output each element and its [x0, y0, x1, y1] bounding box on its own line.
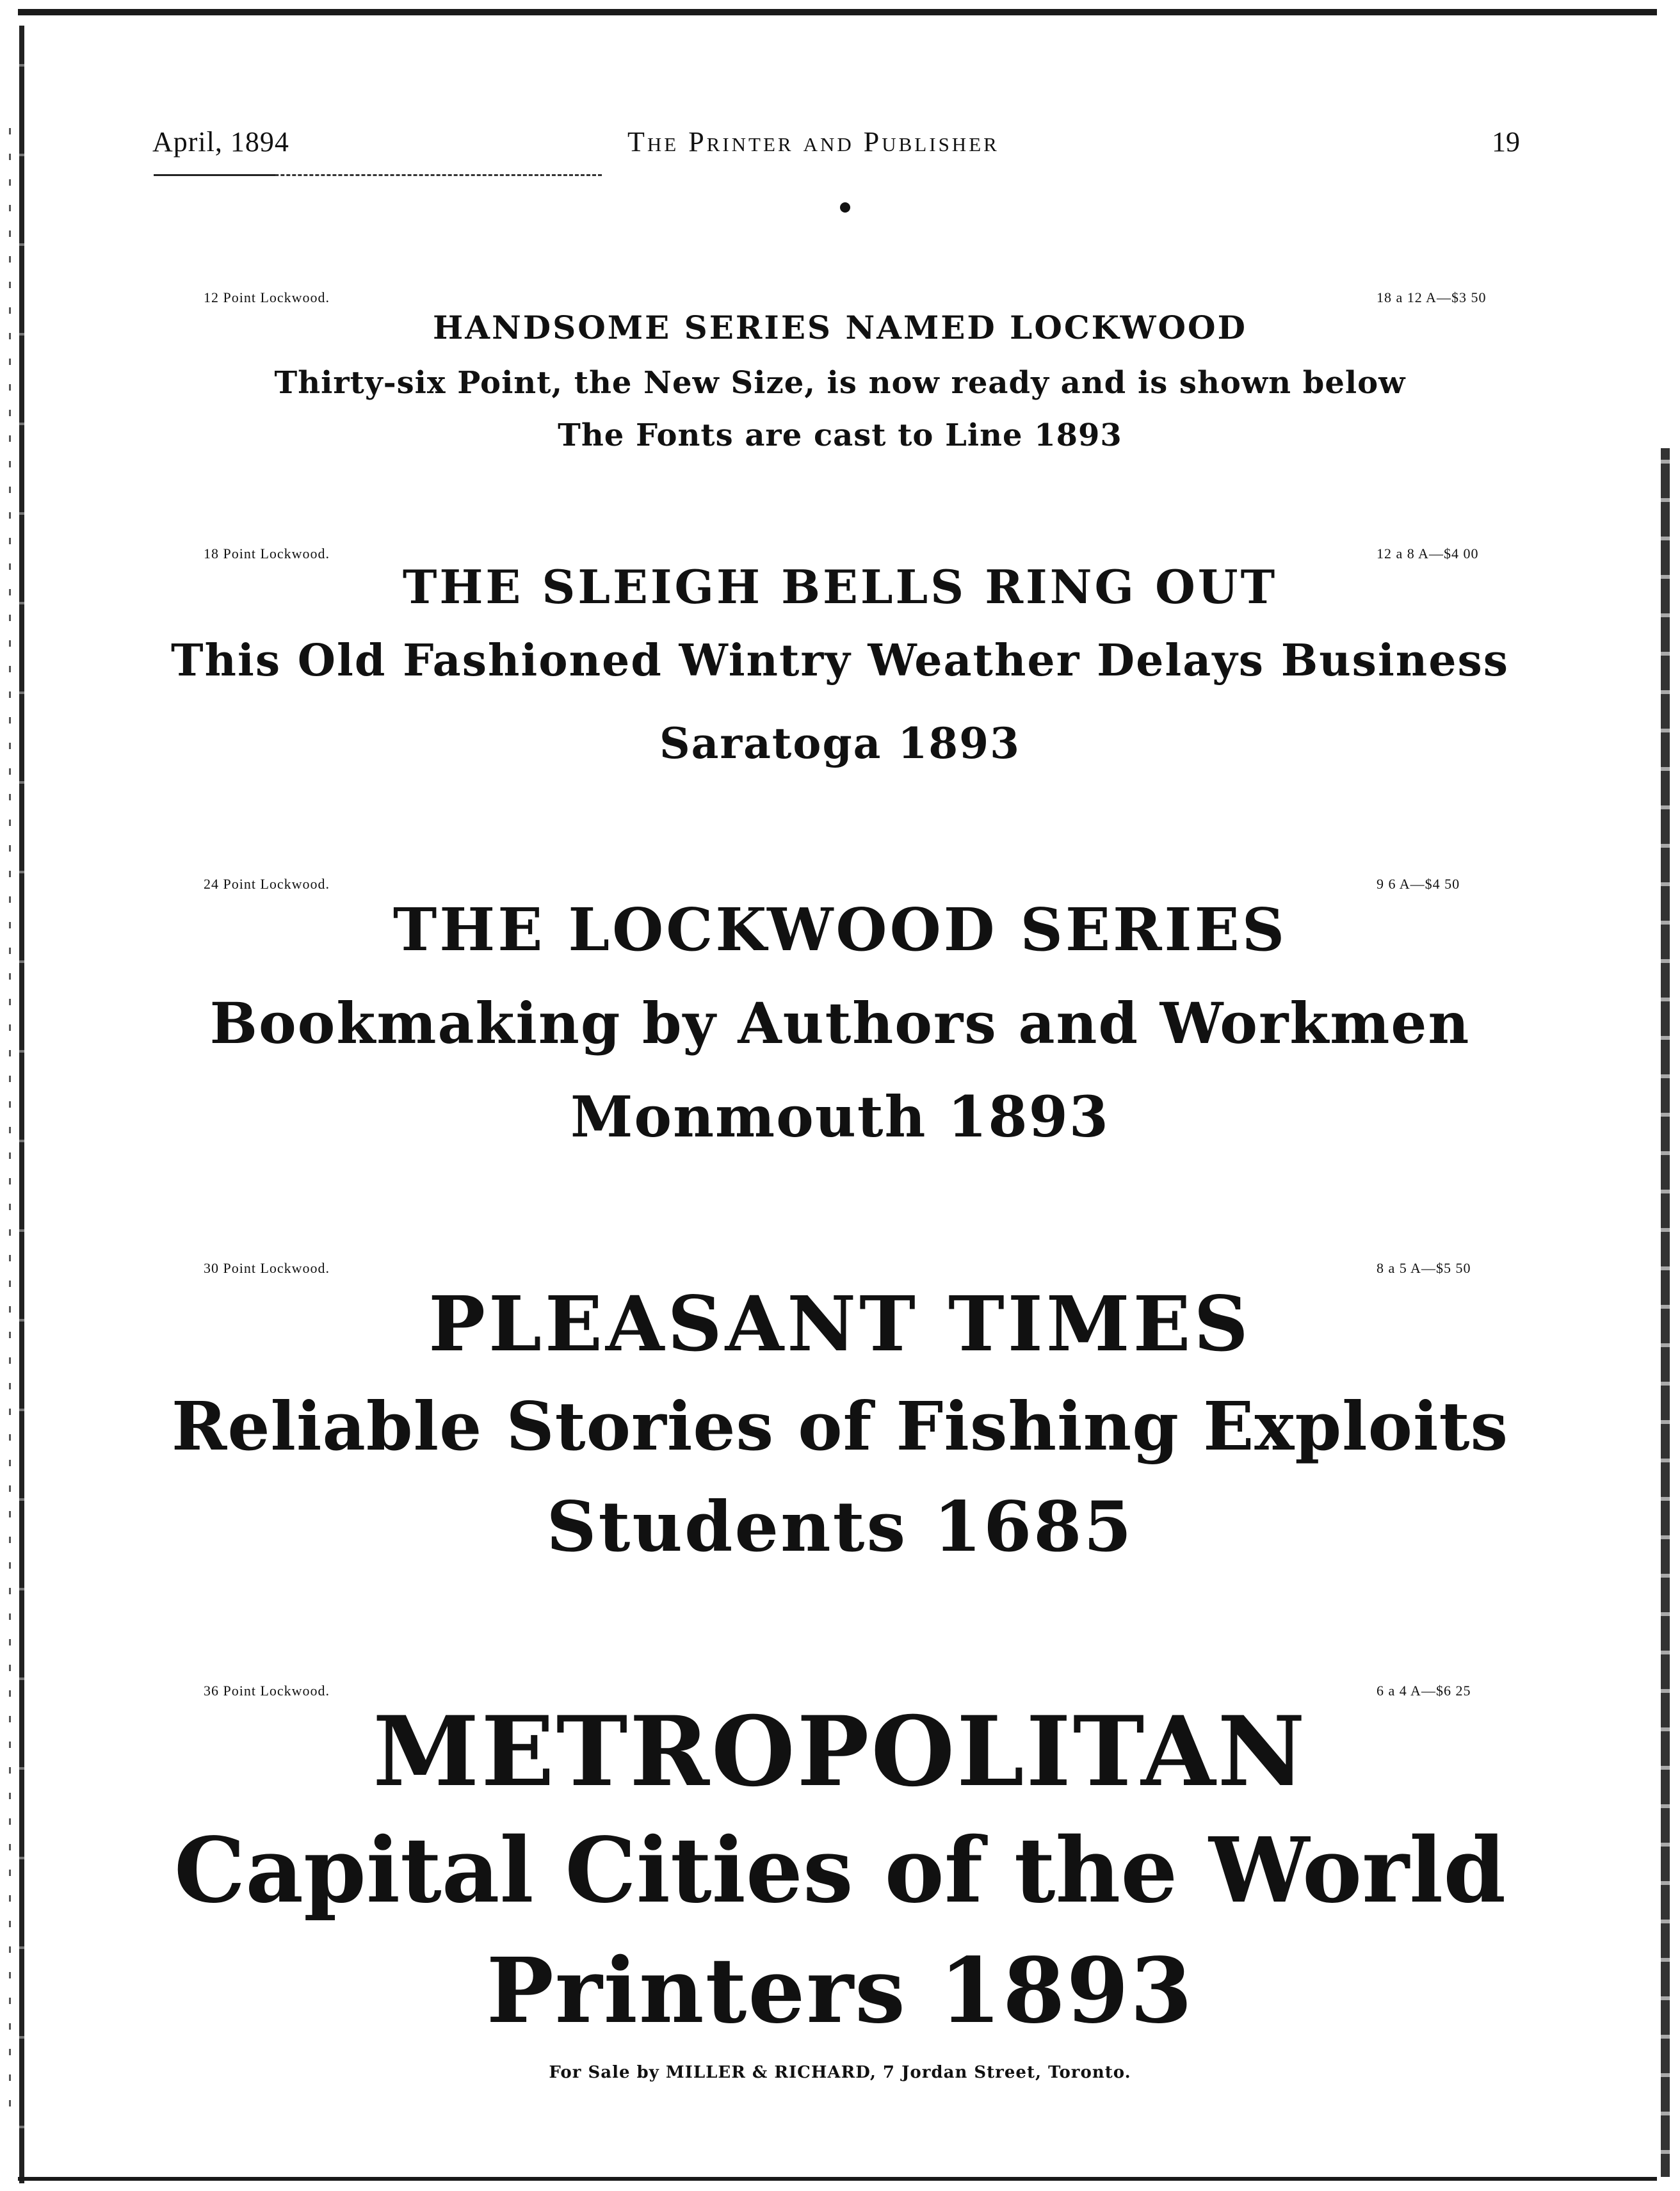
specimen-line-2: Capital Cities of the World — [174, 1818, 1506, 1923]
ornament-dot — [840, 202, 850, 213]
specimen-line-3: Saratoga 1893 — [659, 718, 1021, 768]
publication-title: The Printer and Publisher — [627, 126, 999, 158]
header-rule-solid — [154, 174, 275, 176]
page-number: 19 — [1492, 126, 1520, 158]
specimen-line-1: PLEASANT TIMES — [428, 1279, 1252, 1368]
page-edge-bottom — [18, 2177, 1657, 2181]
price-label: 12 a 8 A—$4 00 — [1377, 546, 1479, 562]
issue-date: April, 1894 — [152, 126, 289, 158]
specimen-line-3: Students 1685 — [546, 1487, 1134, 1567]
specimen-line-1: THE LOCKWOOD SERIES — [392, 895, 1288, 964]
specimen-line-3: Printers 1893 — [486, 1939, 1194, 2044]
size-label: 18 Point Lockwood. — [204, 546, 330, 562]
specimen-line-3: The Fonts are cast to Line 1893 — [558, 417, 1122, 453]
page-edge-top — [18, 9, 1657, 15]
specimen-line-1: METROPOLITAN — [373, 1695, 1307, 1808]
price-label: 6 a 4 A—$6 25 — [1377, 1683, 1471, 1699]
specimen-line-3: Monmouth 1893 — [570, 1083, 1110, 1150]
size-label: 24 Point Lockwood. — [204, 876, 330, 892]
specimen-line-2: Thirty-six Point, the New Size, is now ready and is shown below — [274, 365, 1406, 401]
price-label: 9 6 A—$4 50 — [1377, 876, 1460, 892]
price-label: 8 a 5 A—$5 50 — [1377, 1260, 1471, 1276]
specimen-line-2: This Old Fashioned Wintry Weather Delays Business — [170, 635, 1510, 686]
sale-notice: For Sale by MILLER & RICHARD, 7 Jordan Street, Toronto. — [549, 2063, 1131, 2082]
specimen-line-1: HANDSOME SERIES NAMED LOCKWOOD — [433, 309, 1247, 346]
specimen-line-1: THE SLEIGH BELLS RING OUT — [402, 560, 1278, 614]
specimen-line-2: Reliable Stories of Fishing Exploits — [171, 1387, 1509, 1466]
price-label: 18 a 12 A—$3 50 — [1377, 289, 1487, 305]
size-label: 36 Point Lockwood. — [204, 1683, 330, 1699]
size-label: 30 Point Lockwood. — [204, 1260, 330, 1276]
size-label: 12 Point Lockwood. — [204, 289, 330, 305]
specimen-line-2: Bookmaking by Authors and Workmen — [209, 990, 1471, 1056]
